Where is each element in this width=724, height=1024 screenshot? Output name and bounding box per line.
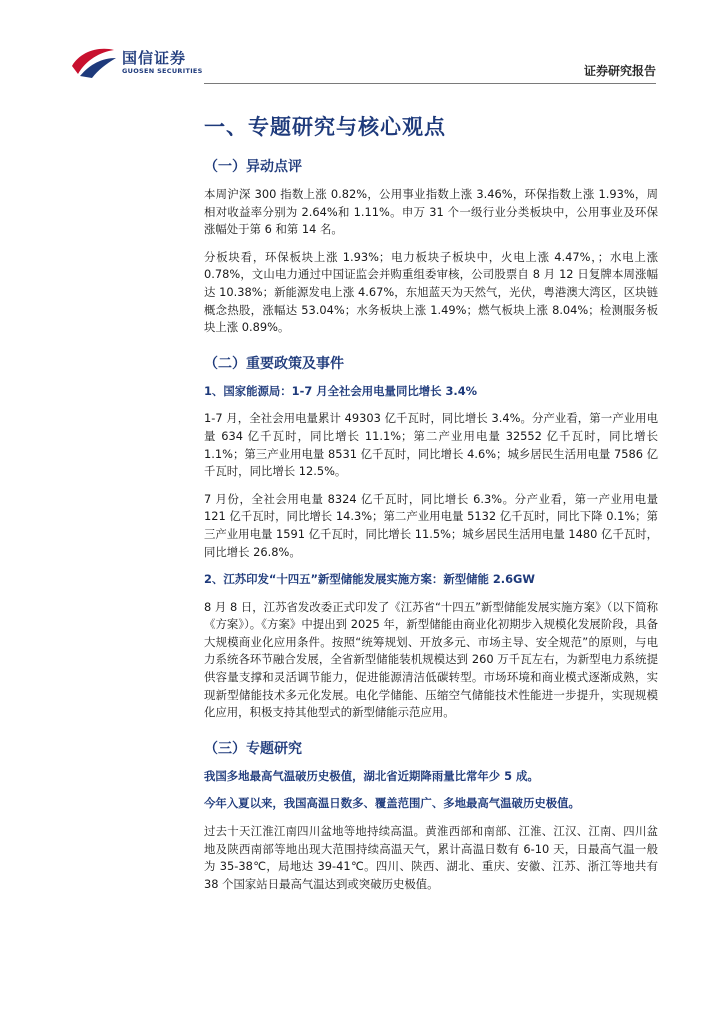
guosen-logo [70, 44, 210, 84]
bold-statement-summer-heat: 今年入夏以来，我国高温日数多、覆盖范围广、多地最高气温破历史极值。 [204, 796, 580, 811]
logo-english-name: GUOSEN SECURITIES [122, 67, 203, 75]
paragraph-sector-performance: 分板块看，环保板块上涨 1.93%；电力板块子板块中，火电上涨 4.47%，；水电上涨 0.78%，文山电力通过中国证监会并购重组委审核，公司股票自 8 月 12 日复牌本周涨幅达 10.38%；新能源发电上涨 4.67%，东旭蓝天为天然气，光伏，粤港澳大湾区，区块链概念热股，涨幅达 53.04%；水务板块上涨 1.49%；燃气板块上涨 8.04%；检测服务板块上涨 0.89%。 [204, 249, 658, 335]
subheading-jiangsu-storage: 2、江苏印发“十四五”新型储能发展实施方案：新型储能 2.6GW [204, 572, 535, 587]
section-heading-special-research: （三）专题研究 [204, 740, 302, 757]
report-type-label: 证券研究报告 [583, 64, 656, 78]
section-heading-anomaly-review: （一）异动点评 [204, 159, 302, 175]
paragraph-july-consumption: 7 月份，全社会用电量 8324 亿千瓦时，同比增长 6.3%。分产业看，第一产业用电量 121 亿千瓦时，同比增长 14.3%；第二产业用电量 5132 亿千瓦时，同比下降 0.1%；第三产业用电量 1591 亿千瓦时，同比增长 11.5%；城乡居民生活用电量 1480 亿千瓦时，同比增长 26.8%。 [204, 491, 658, 559]
page-title: 一、专题研究与核心观点 [204, 115, 446, 139]
paragraph-heatwave-details: 过去十天江淮江南四川盆地等地持续高温。黄淮西部和南部、江淮、江汉、江南、四川盆地及陕西南部等地出现大范围持续高温天气，累计高温日数有 6-10 天，日最高气温一般为 35-38℃，局地达 39-41℃。四川、陕西、湖北、重庆、安徽、江苏、浙江等地共有 38 个国家站日最高气温达到或突破历史极值。 [204, 824, 658, 891]
subheading-power-consumption: 1、国家能源局：1-7 月全社会用电量同比增长 3.4% [204, 383, 478, 398]
logo-chinese-name: 国信证券 [122, 49, 187, 67]
report-body [204, 112, 658, 903]
bold-statement-record-temperature: 我国多地最高气温破历史极值，湖北省近期降雨量比常年少 5 成。 [204, 768, 539, 783]
paragraph-jiangsu-storage-plan: 8 月 8 日，江苏省发改委正式印发了《江苏省“十四五”新型储能发展实施方案》（以下简称《方案》）。《方案》中提出到 2025 年，新型储能由商业化初期步入规模化发展阶段，具备大规模商业化应用条件。按照“统筹规划、开放多元、市场主导、安全规范”的原则，与电力系统各环节融合发展，全省新型储能装机规模达到 260 万千瓦左右，为新型电力系统提供容量支撑和灵活调节能力，促进能源清洁低碳转型。市场环境和商业模式逐渐成熟，实现新型储能技术多元化发展。电化学储能、压缩空气储能技术性能进一步提升，实现规模化应用，积极支持其他型式的新型储能示范应用。 [204, 599, 658, 720]
page-header [0, 0, 724, 90]
section-heading-policies-events: （二）重要政策及事件 [204, 355, 344, 372]
paragraph-index-performance: 本周沪深 300 指数上涨 0.82%，公用事业指数上涨 3.46%，环保指数上涨 1.93%，周相对收益率分别为 2.64%和 1.11%。申万 31 个一级行业分类板块中，公用事业及环保涨幅处于第 6 和第 14 名。 [204, 187, 658, 237]
paragraph-jan-jul-consumption: 1-7 月，全社会用电量累计 49303 亿千瓦时，同比增长 3.4%。分产业看，第一产业用电量 634 亿千瓦时，同比增长 11.1%；第二产业用电量 32552 亿千瓦时，同比增长 1.1%；第三产业用电量 8531 亿千瓦时，同比增长 4.6%；城乡居民生活用电量 7586 亿千瓦时，同比增长 12.5%。 [204, 411, 658, 479]
guosen-logo-icon [70, 44, 118, 78]
header-divider [204, 83, 656, 84]
